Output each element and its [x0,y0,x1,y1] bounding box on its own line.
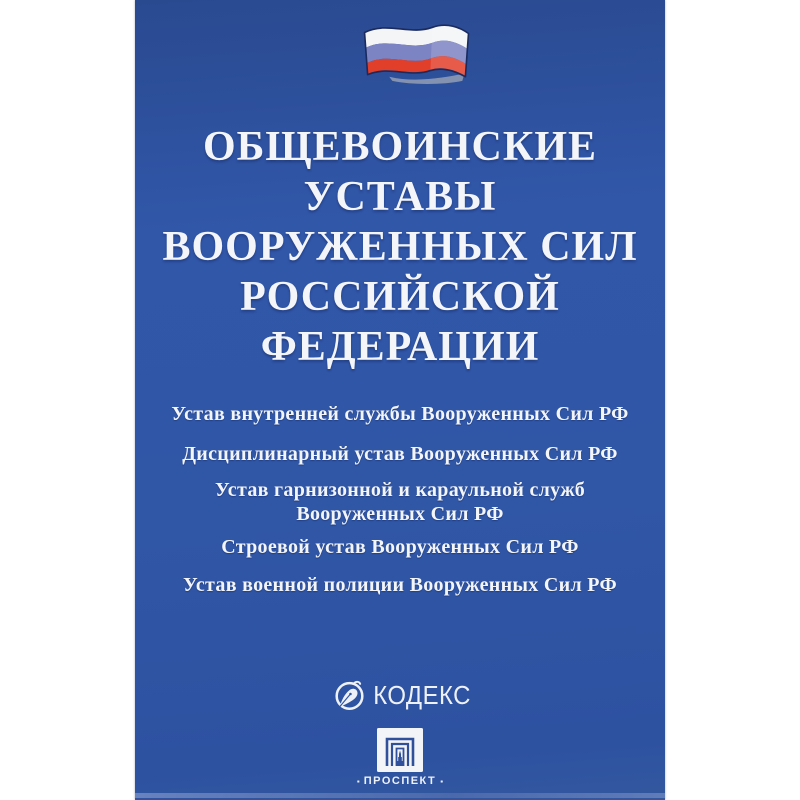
book-cover [135,0,665,800]
bullet-icon: ▪ [356,776,360,786]
title-line: ФЕДЕРАЦИИ [260,324,540,370]
title-line: ОБЩЕВОИНСКИЕ [202,124,598,170]
statute-line: Строевой устав Вооруженных Сил РФ [221,536,579,558]
bullet-icon: ▪ [440,776,444,786]
statute-line: Устав гарнизонной и караульной служб [214,479,586,501]
book-title [135,122,665,372]
statute-line: Вооруженных Сил РФ [296,503,504,525]
title-line: УСТАВЫ [303,174,497,220]
statutes-list [135,402,665,597]
prospekt-logo [135,728,665,787]
prospekt-label-row [135,775,665,787]
prospekt-label: ПРОСПЕКТ [363,775,437,787]
cover-bottom-edge [135,793,665,798]
statute-line: Устав внутренней службы Вооруженных Сил РФ [171,403,629,425]
pen-nib-circle-icon [333,678,366,712]
russian-flag-icon [357,16,475,86]
statute-line: Устав военной полиции Вооруженных Сил РФ [183,574,617,596]
kodeks-label: КОДЕКС [373,679,471,710]
nested-p-gateway-icon [135,728,665,772]
title-line: ВООРУЖЕННЫХ СИЛ [162,224,638,270]
statute-line: Дисциплинарный устав Вооруженных Сил РФ [182,443,618,465]
kodeks-logo [135,678,665,712]
title-line: РОССИЙСКОЙ [240,274,560,320]
